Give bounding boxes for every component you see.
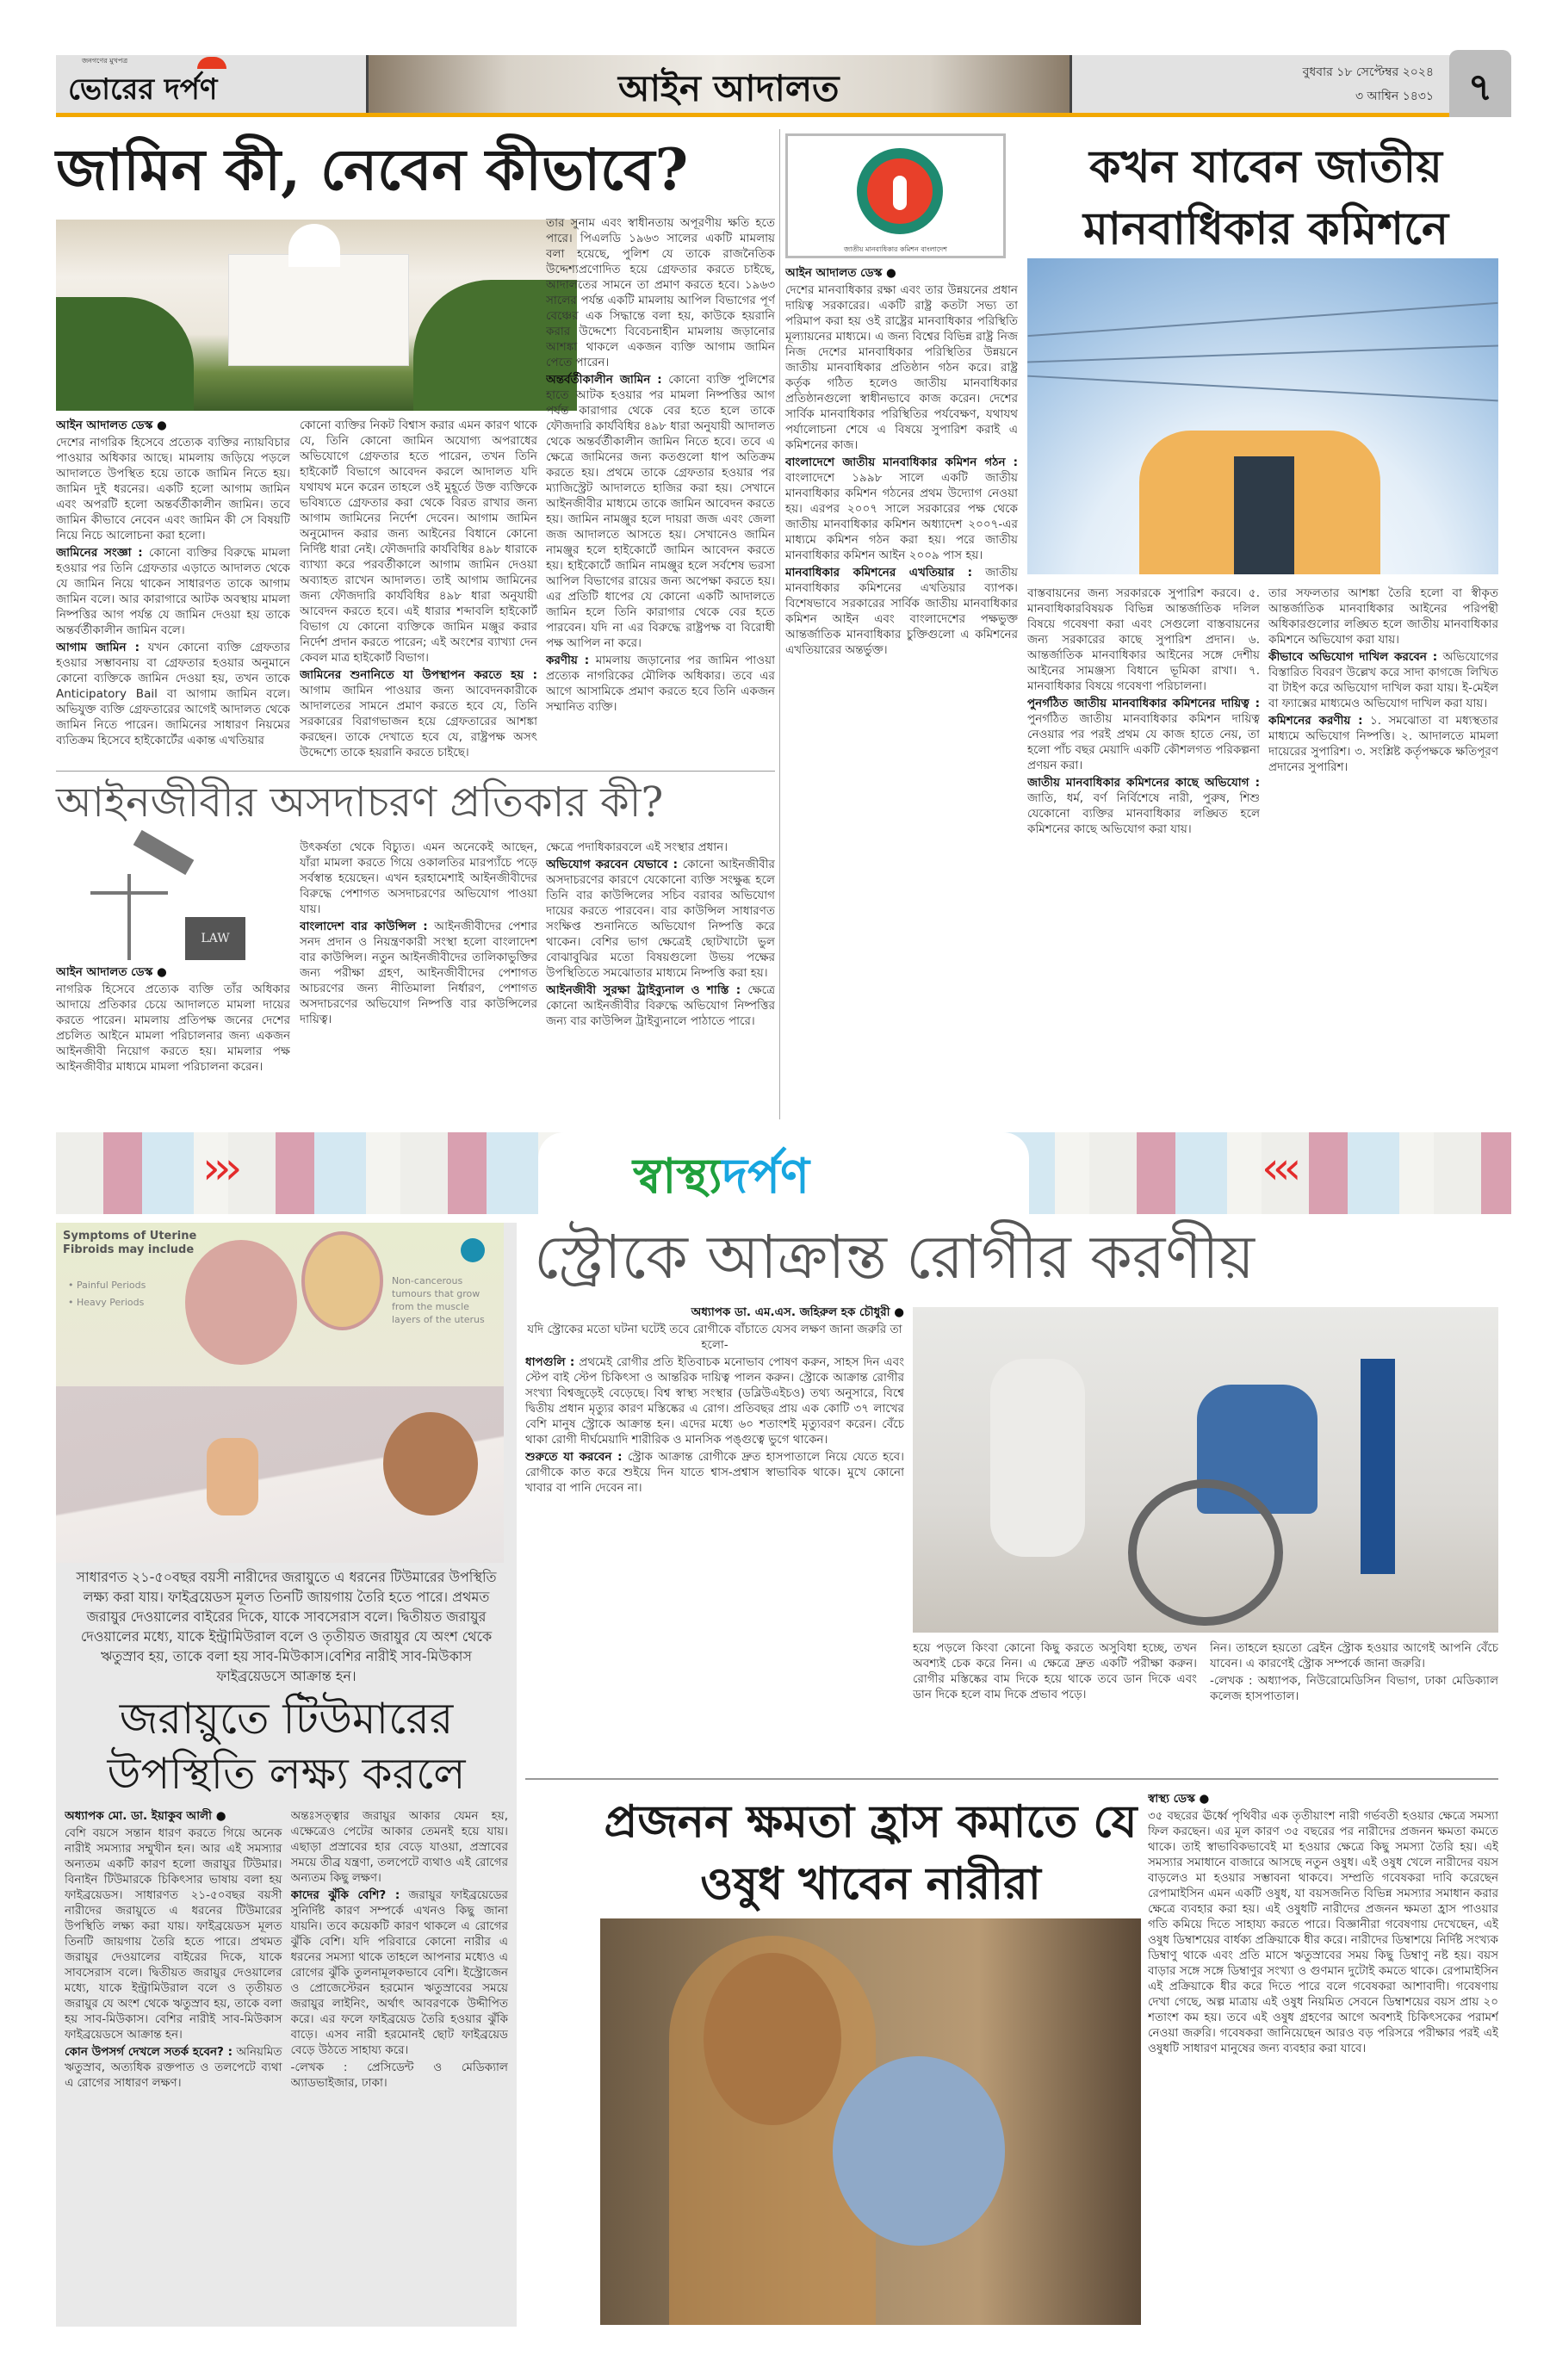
health-section-title [633, 1139, 809, 1220]
nhrc-headline: কখন যাবেন জাতীয় মানবাধিকার কমিশনে [1082, 140, 1449, 255]
bail-column-1: আইন আদালত ডেস্ক ● দেশের নাগরিক হিসেবে প্রত্যেক ব্যক্তির ন্যায়বিচার পাওয়ার অধিকার আছে। মামলায় জড়িয়ে পড়লে আদালতে উপস্থিত হয়ে তাকে জামিন নিতে হয়। জামিন দুই ধরনের। একটি হলো আগাম জামিন এবং অপরটি হলো অন্তর্বর্তীকালীন জামিন। তবে জামিন কীভাবে নেবেন এবং জামিন কী সে বিষয়টি নিয়ে নিচে আলোচনা করা হলো। জামিনের সংজ্ঞা : কোনো ব্যক্তির বিরুদ্ধে মামলা হওয়ার পর তিনি গ্রেফতার এড়াতে আদালত থেকে যে জামিন নিয়ে থাকেন সাধারণত তাকে আগাম জামিন বলে। আর কারাগারে আটক অবস্থায় মামলা নিষ্পত্তির আগ পর্যন্ত যে জামিন দেওয়া হয় তাকে অন্তর্বর্তীকালীন জামিন বলে। আগাম জামিন : যখন কোনো ব্যক্তি গ্রেফতার হওয়ার সম্ভাবনায় বা গ্রেফতার হওয়ার অনুমানে কোনো ব্যক্তিকে জামিন দেওয়া হয়, তখন তাকে Anticipatory Bail বা আগাম জামিন বলে। অভিযুক্ত ব্যক্তি গ্রেফতারের আগেই আদালত থেকে জামিন নিতে পারেন। জামিনের সাধারণ নিয়মের ব্যতিক্রম হিসেবে হাইকোর্টের একান্ত এখতিয়ার [56, 418, 290, 747]
divider [525, 1778, 1498, 1780]
fibroid-article [60, 1567, 512, 2325]
stroke-column-2: হয়ে পড়লে কিংবা কোনো কিছু করতে অসুবিধা হচ্ছে, তখন অবশ্যই চেক করে নিন। এ ক্ষেত্রে দ্রুত একটি পরীক্ষা করুন। রোগীর মস্তিষ্কের বাম দিকে হয়ে থাকে তবে ডান দিকে এবং ডান দিকে হলে বাম দিকে প্রভাব পড়ে। [913, 1641, 1197, 1701]
lawyer-column-3: ক্ষেত্রে পদাধিকারবলে এই সংস্থার প্রধান। অভিযোগ করবেন যেভাবে : কোনো আইনজীবীর অসদাচরণের কারণে যেকোনো ব্যক্তি সংক্ষুব্ধ হলে তিনি বার কাউন্সিলের সচিব বরাবর অভিযোগ দায়ের করতে পারবেন। বার কাউন্সিল সাধারণত সংক্ষিপ্ত শুনানিতে অভিযোগ নিষ্পত্তি করে থাকেন। বেশির ভাগ ক্ষেত্রেই ছোটখাটো ভুল বোঝাবুঝির মতো বিষয়গুলো উভয় পক্ষের উপস্থিতিতে সমঝোতার মাধ্যমে নিষ্পত্তি করা হয়। আইনজীবী সুরক্ষা ট্রাইব্যুনাল ও শাস্তি : ক্ষেত্রে কোনো আইনজীবীর বিরুদ্ধে অভিযোগ নিষ্পত্তির জন্য বার কাউন্সিল ট্রাইব্যুনালে পাঠাতে পারে। [546, 840, 775, 1028]
sun-icon [197, 57, 226, 69]
masthead [56, 55, 1511, 117]
section-title: আইন আদালত [618, 67, 840, 109]
fibroid-caption: সাধারণত ২১-৫০বছর বয়সী নারীদের জরায়ুতে এ ধরনের টিউমারের উপস্থিতি লক্ষ্য করা যায়। ফাইব্রয়েডস মূলত তিনটি জায়গায় তৈরি হতে পারে। প্রথমত জরায়ুর দেওয়ালের বাইরের দিকে, যাকে সাবসেরাস বলে। দ্বিতীয়ত জরায়ুর দেওয়ালের মধ্যে, যাকে ইন্ট্রামিউরাল বলে ও তৃতীয়ত জরায়ুর যে অংশ থেকে ঋতুস্রাব হয়, তাকে বলা হয় সাব-মিউকাস।বেশির নারীই সাব-মিউকাস ফাইব্রয়েডসে আক্রান্ত হন। [76, 1569, 497, 1684]
nhrc-logo-text: জাতীয় মানবাধিকার কমিশন বাংলাদেশ [844, 245, 947, 253]
reclining-woman-illustration [56, 1386, 504, 1563]
law-podium-label: LAW [185, 917, 245, 960]
date-bengali: ৩ আশ্বিন ১৪৩১ [1355, 90, 1434, 103]
health-section-banner [56, 1132, 1511, 1214]
page-number: ৭ [1467, 65, 1493, 109]
title-blue-part: দর্পণ [722, 1149, 809, 1205]
bail-headline: জামিন কী, নেবেন কীভাবে? [56, 136, 689, 203]
logo-tagline: জনগণের মুখপত্র [82, 57, 128, 65]
fertility-column: স্বাস্থ্য ডেস্ক ● ৩৫ বছরের ঊর্ধ্বে পৃথিবীর এক তৃতীয়াংশ নারী গর্ভবতী হওয়ার ক্ষেত্রে সমস্যা ফিল করছেন। এর মূল কারণ ৩৫ বছরের পর নারীদের প্রজনন ক্ষমতা কমতে থাকে। তাই স্বাভাবিকভাবেই মা হওয়ার ক্ষেত্রে কিছু সমস্যা তৈরি হয়। এই সমস্যার সমাধানে বাজারে আসছে নতুন ওষুধ। এই ওষুধ খেলে নারীদের বয়স বাড়লেও মা হওয়ার সম্ভাবনা থাকবে। সম্প্রতি গবেষকরা দাবি করেছেন রেপামাইসিন এমন একটি ওষুধ, যা বয়সজনিত বিভিন্ন সমস্যার সমাধান করার ক্ষেত্রে ব্যবহার করা হয়। এই ওষুধটি নারীদের প্রজনন ক্ষমতা হ্রাস পাওয়ার গতি কমিয়ে দিতে সাহায্য করতে পারে। বিজ্ঞানীরা গবেষণায় দেখেছেন, এই ওষুধ ডিম্বাশয়ের বার্ধক্য প্রক্রিয়াকে ধীর করে। নারীদের ডিম্বাশয়ে নির্দিষ্ট সংখ্যক ডিম্বাণু থাকে এবং প্রতি মাসে ঋতুস্রাবের সময় কিছু ডিম্বাণু নষ্ট হয়। বয়স বাড়ার সঙ্গে সঙ্গে ডিম্বাণুর সংখ্যা ও গুণমান দুটোই কমতে থাকে। রেপামাইসিন এই প্রক্রিয়াকে ধীর করে দিতে পারে বলে গবেষকরা আশাবাদী। গবেষণায় দেখা গেছে, অল্প মাত্রায় এই ওষুধ নিয়মিত সেবনে ডিম্বাশয়ের বয়স প্রায় ২০ শতাংশ কম হয়। তবে এই ওষুধ গ্রহণের আগে অবশ্যই চিকিৎসকের পরামর্শ নেওয়া জরুরি। গবেষকরা জানিয়েছেন আরও বড় পরিসরে পরীক্ষার পরই এই ওষুধটি সাধারণ মানুষের জন্য ব্যবহার করা যাবে। [1148, 1792, 1498, 2055]
gavel-icon [133, 830, 195, 875]
lawyer-column-1: আইন আদালত ডেস্ক ● নাগরিক হিসেবে প্রত্যেক ব্যক্তি তাঁর অধিকার আদায়ে প্রতিকার চেয়ে আদালতে মামলা দায়ের করতে পারেন। মামলায় প্রতিপক্ষ জনের দেশের প্রচলিত আইনে মামলা পরিচালনার জন্য একজন আইনজীবী নিয়োগ করতে হয়। মামলার পক্ষ আইনজীবীর মাধ্যমে মামলা পরিচালনা করেন। [56, 965, 290, 1074]
nhrc-logo [785, 133, 1006, 258]
nhrc-column-1: আইন আদালত ডেস্ক ● দেশের মানবাধিকার রক্ষা এবং তার উন্নয়নের প্রধান দায়িত্ব সরকারের। একটি রাষ্ট্র কতটা সভ্য তা পরিমাপ করা হয় ওই রাষ্ট্রের মানবাধিকার পরিস্থিতি মূল্যায়নের মাধ্যমে। এ জন্য বিশ্বের বিভিন্ন রাষ্ট্র নিজ নিজ দেশের মানবাধিকার পরিস্থিতির উন্নয়নে জাতীয় মানবাধিকার প্রতিষ্ঠান গঠন করে। রাষ্ট্র কর্তৃক গঠিত হলেও জাতীয় মানবাধিকার প্রতিষ্ঠানগুলো স্বাধীনভাবে কাজ করেন। দেশের সার্বিক মানবাধিকার পরিস্থিতির পর্যবেক্ষণ, যথাযথ পর্যালোচনা শেষে এ বিষয়ে সুপারিশ করাই এ কমিশনের কাজ। বাংলাদেশে জাতীয় মানবাধিকার কমিশন গঠন : বাংলাদেশে ১৯৯৮ সালে একটি জাতীয় মানবাধিকার কমিশন গঠনের প্রথম উদ্যোগ নেওয়া হয়। এরপর ২০০৭ সালে সরকারের পক্ষ থেকে জাতীয় মানবাধিকার কমিশন অধ্যাদেশ ২০০৭-এর মাধ্যমে কমিশন গঠন করা হয়। পরে জাতীয় মানবাধিকার কমিশন আইন ২০০৯ পাস হয়। মানবাধিকার কমিশনের এখতিয়ার : জাতীয় মানবাধিকার কমিশনের এখতিয়ার ব্যাপক। বিশেষভাবে সরকারের সার্বিক জাতীয় মানবাধিকার কমিশন আইন এবং বাংলাদেশের পক্ষভুক্ত আন্তর্জাতিক মানবাধিকার চুক্তিগুলো এ কমিশনের এখতিয়ারের অন্তর্ভুক্ত। [785, 266, 1018, 657]
bail-column-2: কোনো ব্যক্তির নিকট বিশ্বাস করার এমন কারণ থাকে যে, তিনি কোনো জামিন অযোগ্য অপরাধের অভিযোগে গ্রেফতার হতে পারেন, তখন তিনি হাইকোর্ট বিভাগে আবেদন করলে আদালত যদি যথাযথ মনে করেন তাহলে ওই মুহূর্তে উক্ত ব্যক্তিকে ভবিষ্যতে গ্রেফতার করা থেকে বিরত রাখার জন্য আগাম জামিনের নির্দেশ দেবেন। আগাম জামিন অনুমোদন করার জন্য আইনের বিধানে কোনো নির্দিষ্ট ধারা নেই। ফৌজদারি কার্যবিধির ৪৯৮ ধারাকে ব্যাখ্যা করে পরবর্তীকালে আগাম জামিন দেওয়া অব্যাহত রাখেন আদালত। তাই আগাম জামিনের জন্য ফৌজদারি কার্যবিধির ৪৯৮ ধারা অনুযায়ী আবেদন করতে হবে। এই ধারার শব্দাবলি হাইকোর্ট বিভাগ যে কোনো ব্যক্তিকে জামিন মঞ্জুর করার নির্দেশ প্রদান করতে পারেন; এই অংশের ব্যাখ্যা দেন কেবল মাত্র হাইকোর্ট বিভাগ। জামিনের শুনানিতে যা উপস্থাপন করতে হয় : আগাম জামিন পাওয়ার জন্য আবেদনকারীকে আদালতের সামনে প্রমাণ করতে হবে যে, তিনি সরকারের বিরাগভাজন হয়ে গ্রেফতারের আশঙ্কা করছেন। তাকে দেখাতে হবে যে, রাষ্ট্রপক্ষ অসৎ উদ্দেশ্যে তাকে হয়রানি করতে চাইছে। [300, 418, 537, 759]
fibroid-column-1: অধ্যাপক মো. ডা. ইয়াকুব আলী ● বেশি বয়সে সন্তান ধারণ করতে গিয়ে অনেক নারীই সমস্যার সম্মুখীন হন। আর এই সমস্যার অন্যতম একটি কারণ হলো জরায়ুর টিউমার। বিনাইন টিউমারকে চিকিৎসার ভাষায় বলা হয় ফাইব্রয়েডস। সাধারণত ২১-৫০বছর বয়সী নারীদের জরায়ুতে এ ধরনের টিউমারের উপস্থিতি লক্ষ্য করা যায়। ফাইব্রয়েডস মূলত তিনটি জায়গায় তৈরি হতে পারে। প্রথমত জরায়ুর দেওয়ালের বাইরের দিকে, যাকে সাবসেরাস বলে। দ্বিতীয়ত জরায়ুর দেওয়ালের মধ্যে, যাকে ইন্ট্রামিউরাল বলে ও তৃতীয়ত জরায়ুর যে অংশ থেকে ঋতুস্রাব হয়, তাকে বলা হয় সাব-মিউকাস। বেশির নারীই সাব-মিউকাস ফাইব্রয়েডসে আক্রান্ত হন। কোন উপসর্গ দেখলে সতর্ক হবেন? : অনিয়মিত ঋতুস্রাব, অত্যধিক রক্তপাত ও তলপেটে ব্যথা এ রোগের সাধারণ লক্ষণ। [65, 1809, 282, 2090]
mother-child-photo [600, 1918, 1141, 2325]
section-banner [366, 55, 1072, 113]
lawyer-headline: আইনজীবীর অসদাচরণ প্রতিকার কী? [56, 778, 664, 827]
law-illustration [56, 840, 288, 960]
uterine-fibroid-infographic [56, 1223, 504, 1563]
newspaper-logo[interactable] [68, 57, 292, 112]
column-divider [779, 129, 780, 1119]
divider [56, 771, 775, 772]
barbed-wire-hands-illustration [1027, 258, 1498, 574]
symptom-item: • Heavy Periods [68, 1297, 145, 1308]
date-gregorian: বুধবার ১৮ সেপ্টেম্বর ২০২৪ [1302, 65, 1434, 79]
fibroid-closeup [301, 1231, 383, 1330]
stroke-headline: স্ট্রোকে আক্রান্ত রোগীর করণীয় [534, 1222, 1256, 1292]
person-icon [893, 176, 907, 210]
bail-column-3: তার সুনাম এবং স্বাধীনতায় অপূরণীয় ক্ষতি হতে পারে। পিএলডি ১৯৬৩ সালের একটি মামলায় বলা হয়েছে, পুলিশ যে তাকে রাজনৈতিক উদ্দেশ্যপ্রণোদিত হয়ে গ্রেফতার করতে চাইছে, আদালতের সামনে তা প্রমাণ করতে হবে। ১৯৬৩ সালের পর্যন্ত একটি মামলায় আপিল বিভাগের পূর্ণ বেঞ্চের এক সিদ্ধান্তে বলা হয়, কাউকে হয়রানি করার উদ্দেশ্যে বিবেচনাহীন মামলায় জড়ানোর আশঙ্কা থাকলে একজন ব্যক্তি আগাম জামিন পেতে পারেন। অন্তর্বর্তীকালীন জামিন : কোনো ব্যক্তি পুলিশের হাতে আটক হওয়ার পর মামলা নিষ্পত্তির আগ পর্যন্ত কারাগার থেকে বের হতে হলে তাকে ফৌজদারি কার্যবিধির ৪৯৮ ধারা অনুযায়ী আদালত থেকে অন্তর্বর্তীকালীন জামিন নিতে হবে। তবে এ ক্ষেত্রে জামিনের জন্য কতগুলো ধাপ অতিক্রম করতে হয়। প্রথমে তাকে গ্রেফতার হওয়ার পর ম্যাজিস্ট্রেট আদালতে হাজির করা হয়। সেখানে আইনজীবীর মাধ্যমে তাকে জামিন আবেদন করতে হয়। জামিন নামঞ্জুর হলে দায়রা জজ এবং জেলা জজ আদালতে আসতে হয়। সেখানেও জামিন নামঞ্জুর হলে হাইকোর্টে জামিন আবেদন করতে হয়। হাইকোর্টে জামিন নামঞ্জুর হলে সর্বশেষ ভরসা আপিল বিভাগের রায়ের জন্য অপেক্ষা করতে হয়। এর প্রতিটি ধাপের যে কোনো একটি আদালতে জামিন হলে তিনি কারাগার থেকে বের হতে পারবেন। যদি না এর বিরুদ্ধে রাষ্ট্রপক্ষ বা বিরোধী পক্ষ আপিল না করে। করণীয় : মামলায় জড়ানোর পর জামিন পাওয়া প্রত্যেক নাগরিকের মৌলিক অধিকার। তবে এর আগে আসামিকে প্রমাণ করতে হবে তিনি একজন সম্মানিত ব্যক্তি। [546, 216, 775, 714]
stroke-column-1: অধ্যাপক ডা. এম.এস. জহিরুল হক চৌধুরী ● যদি স্ট্রোকের মতো ঘটনা ঘটেই তবে রোগীকে বাঁচাতে যেসব লক্ষণ জানা জরুরি তা হলো- ধাপগুলি : প্রথমেই রোগীর প্রতি ইতিবাচক মনোভাব পোষণ করুন, সাহস দিন এবং স্টেপ বাই স্টেপ চিকিৎসা ও আন্তরিক দায়িত্ব পালন করুন। স্ট্রোকে আক্রান্ত রোগীর সংখ্যা বিশ্বজুড়েই বেড়েছে। বিশ্ব স্বাস্থ্য সংস্থার (ডব্লিউএইচও) তথ্য অনুসারে, বিশ্বে দ্বিতীয় প্রধান মৃত্যুর কারণ মস্তিষ্কের এ রোগ। প্রতিবছর প্রায় এক কোটি ৩৭ লাখের বেশি মানুষ স্ট্রোকে আক্রান্ত হন। এদের মধ্যে ৬০ শতাংশই মৃত্যুবরণ করেন। বেঁচে থাকা রোগী দীর্ঘমেয়াদি শারীরিক ও মানসিক পঙ্গুত্বে ভুগে থাকেন। শুরুতে যা করবেন : স্ট্রোক আক্রান্ত রোগীকে দ্রুত হাসপাতালে নিয়ে যেতে হবে। রোগীকে কাত করে শুইয়ে দিন যাতে শ্বাস-প্রশ্বাস স্বাভাবিক থাকে। মুখে কোনো খাবার বা পানি দেবেন না। [525, 1305, 904, 1495]
arrows-left-icon: ‹‹‹ [1262, 1143, 1295, 1194]
fertility-headline: প্রজনন ক্ষমতা হ্রাস কমাতে যে ওষুধ খাবেন নারীরা [604, 1795, 1138, 1910]
fibroid-columns [60, 1808, 512, 2325]
symptom-item: • Painful Periods [68, 1280, 146, 1291]
title-green-part: স্বাস্থ্য [633, 1149, 722, 1205]
page-number-tab [1449, 50, 1511, 117]
nhrc-column-3: তার সফলতার আশঙ্কা তৈরি হলো বা স্বীকৃত আন্তর্জাতিক মানবাধিকার আইনের পরিপন্থী অধিকারগুলোর লঙ্ঘিত হলে জাতীয় মানবাধিকার কমিশনে অভিযোগ করা যায়। কীভাবে অভিযোগ দাখিল করবেন : অভিযোগের বিস্তারিত বিবরণ উল্লেখ করে সাদা কাগজে লিখিত বা টাইপ করে অভিযোগ দাখিল করা যায়। ই-মেইল বা ফ্যাক্সের মাধ্যমেও অভিযোগ দাখিল করা যায়। কমিশনের করণীয় : ১. সমঝোতা বা মধ্যস্থতার মাধ্যমে অভিযোগ নিষ্পত্তি। ২. আদালতে মামলা দায়েরের সুপারিশ। ৩. সংশ্লিষ্ট কর্তৃপক্ষকে ক্ষতিপূরণ প্রদানের সুপারিশ। [1268, 586, 1498, 774]
infographic-callout: Non-cancerous tumours that grow from the muscle layers of the uterus [392, 1275, 485, 1325]
arrows-right-icon: ››› [202, 1143, 236, 1194]
fibroid-column-2: অন্তঃসত্ত্বার জরায়ুর আকার যেমন হয়, এক্ষেত্রেও পেটের আকার তেমনই হয়ে যায়। এছাড়া প্রস্রাবের হার বেড়ে যাওয়া, প্রস্রাবের সময়ে তীব্র যন্ত্রণা, তলপেটে ব্যথাও এই রোগের অন্যতম কিছু লক্ষণ। কাদের ঝুঁকি বেশি? : জরায়ুর ফাইব্রয়েডের সুনির্দিষ্ট কারণ সম্পর্কে এখনও কিছু জানা যায়নি। তবে কয়েকটি কারণ থাকলে এ রোগের ঝুঁকি বেশি। যদি পরিবারে কোনো নারীর এ ধরনের সমস্যা থাকে তাহলে আপনার মধ্যেও এ রোগের ঝুঁকি তুলনামূলকভাবে বেশি। ইস্ট্রোজেন ও প্রোজেস্টেরন হরমোন ঋতুস্রাবের সময়ে জরায়ুর লাইনিং, অর্থাৎ আবরণকে উদ্দীপিত করে। এর ফলে ফাইব্রয়েড তৈরি হওয়ার ঝুঁকি বাড়ে। এসব নারী হরমোনই ছোট ফাইব্রয়েড বেড়ে উঠতে সাহায্য করে। -লেখক : প্রেসিডেন্ট ও মেডিক্যাল অ্যাডভাইজার, ঢাকা। [290, 1809, 508, 2090]
logo-text: ভোরের দর্পণ [68, 72, 218, 107]
stroke-column-3: নিন। তাহলে হয়তো ব্রেইন স্ট্রোক হওয়ার আগেই আপনি বেঁচে যাবেন। এ কারণেই স্ট্রোক সম্পর্কে জানা জরুরি। -লেখক : অধ্যাপক, নিউরোমেডিসিন বিভাগ, ঢাকা মেডিক্যাল কলেজ হাসপাতাল। [1210, 1641, 1498, 1703]
fibroid-headline: জরায়ুতে টিউমারের উপস্থিতি লক্ষ্য করলে [107, 1694, 466, 1799]
stroke-rehab-photo [913, 1307, 1498, 1633]
uterus-diagram [185, 1240, 297, 1365]
lawyer-column-2: উৎকর্ষতা থেকে বিচ্যুত। এমন অনেকেই আছেন, যাঁরা মামলা করতে গিয়ে ওকালতির মারপ্যাঁচে পড়ে সর্বস্বান্ত হয়েছেন। এখন হরহামেশাই আইনজীবীদের বিরুদ্ধে পেশাগত অসদাচরণের অভিযোগ পাওয়া যায়। বাংলাদেশ বার কাউন্সিল : আইনজীবীদের পেশার সনদ প্রদান ও নিয়ন্ত্রণকারী সংস্থা হলো বাংলাদেশ বার কাউন্সিল। নতুন আইনজীবীদের তালিকাভুক্তির জন্য পরীক্ষা গ্রহণ, আইনজীবীদের পেশাগত আচরণের জন্য নীতিমালা নির্ধারণ, পেশাগত অসদাচরণের অভিযোগ নিষ্পত্তি বার কাউন্সিলের দায়িত্ব। [300, 840, 537, 1026]
high-court-photo [56, 220, 577, 411]
info-icon [461, 1238, 485, 1262]
nhrc-column-2: বাস্তবায়নের জন্য সরকারকে সুপারিশ করবে। ৫. মানবাধিকারবিষয়ক বিভিন্ন আন্তর্জাতিক দলিল বিষয়ে গবেষণা করা এবং সেগুলো বাস্তবায়নের জন্য সরকারের কাছে সুপারিশ প্রদান। ৬. আন্তর্জাতিক মানবাধিকার আইনের সঙ্গে দেশীয় আইনের সামঞ্জস্য বিধানে ভূমিকা রাখা। ৭. মানবাধিকার বিষয়ে গবেষণা পরিচালনা। পুনর্গঠিত জাতীয় মানবাধিকার কমিশনের দায়িত্ব : পুনর্গঠিত জাতীয় মানবাধিকার কমিশন দায়িত্ব নেওয়ার পর পরই প্রথম যে কাজ হাতে নেয়, তা হলো পাঁচ বছর মেয়াদি একটি কৌশলগত পরিকল্পনা প্রণয়ন করা। জাতীয় মানবাধিকার কমিশনের কাছে অভিযোগ : জাতি, ধর্ম, বর্ণ নির্বিশেষে নারী, পুরুষ, শিশু যেকোনো ব্যক্তির মানবাধিকার লঙ্ঘিত হলে কমিশনের কাছে অভিযোগ করা যায়। [1027, 586, 1260, 836]
infographic-title: Symptoms of Uterine Fibroids may include [63, 1230, 197, 1256]
